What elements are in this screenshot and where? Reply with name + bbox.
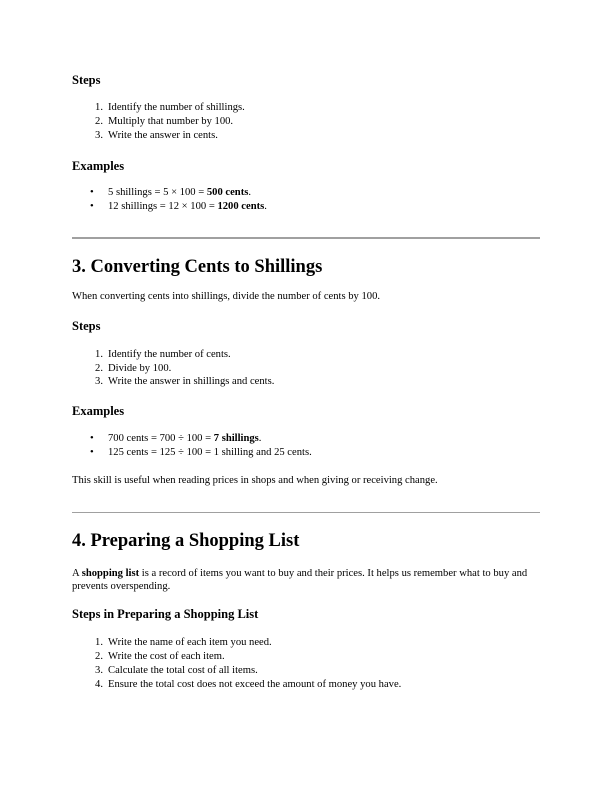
bullet-icon: • [90, 187, 94, 198]
section-divider [72, 237, 540, 239]
examples-heading: Examples [72, 159, 125, 173]
examples-heading: Examples [72, 404, 125, 418]
steps-heading: Steps [72, 73, 101, 87]
section-intro: When converting cents into shillings, divide the number of cents by 100. [72, 291, 381, 302]
closing-paragraph: This skill is useful when reading prices in shops and when giving or receiving change. [72, 475, 438, 486]
section-title: 4. Preparing a Shopping List [72, 531, 300, 551]
bullet-icon: • [90, 201, 94, 212]
steps-heading: Steps in Preparing a Shopping List [72, 607, 259, 621]
bullet-icon: • [90, 433, 94, 444]
section-title: 3. Converting Cents to Shillings [72, 257, 323, 277]
section-intro: A shopping list is a record of items you want to buy and their prices. It helps us remember what to buy and prevents overspending. [72, 568, 528, 592]
bullet-icon: • [90, 447, 94, 458]
section-divider [72, 512, 540, 513]
steps-heading: Steps [72, 319, 101, 333]
